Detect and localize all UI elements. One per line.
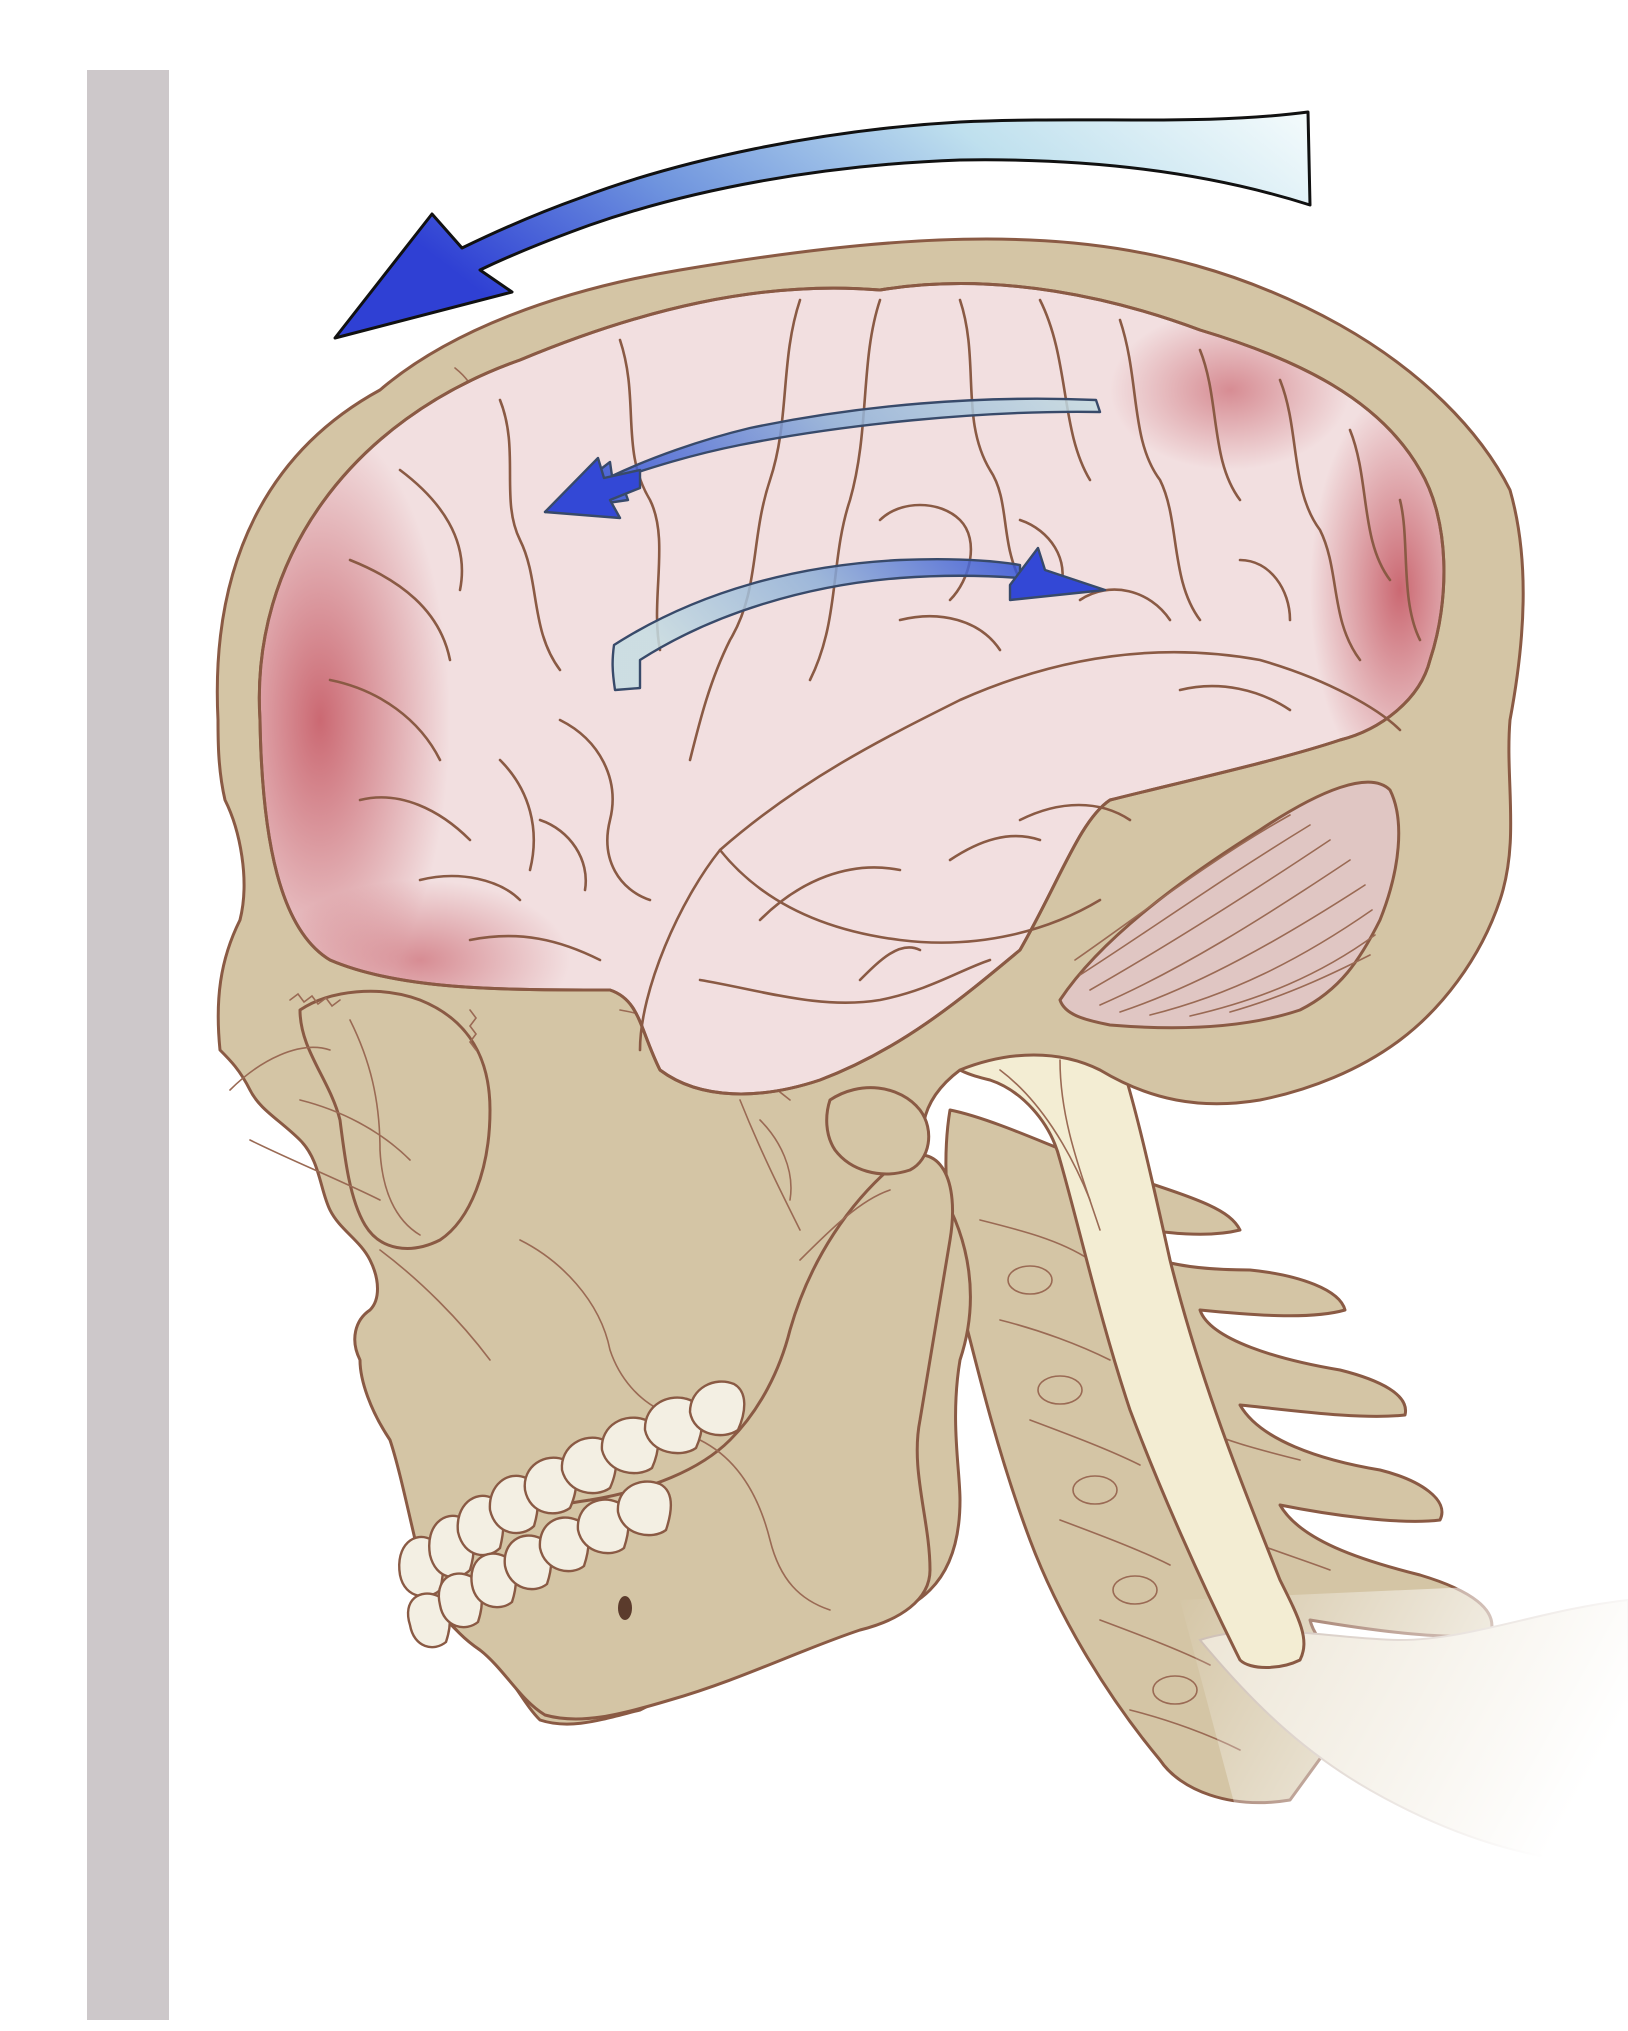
cervical-vertebrae	[946, 1110, 1628, 1900]
wall	[87, 70, 169, 2020]
mental-foramen	[618, 1596, 632, 1620]
tooth	[690, 1382, 744, 1436]
tooth	[618, 1482, 671, 1536]
